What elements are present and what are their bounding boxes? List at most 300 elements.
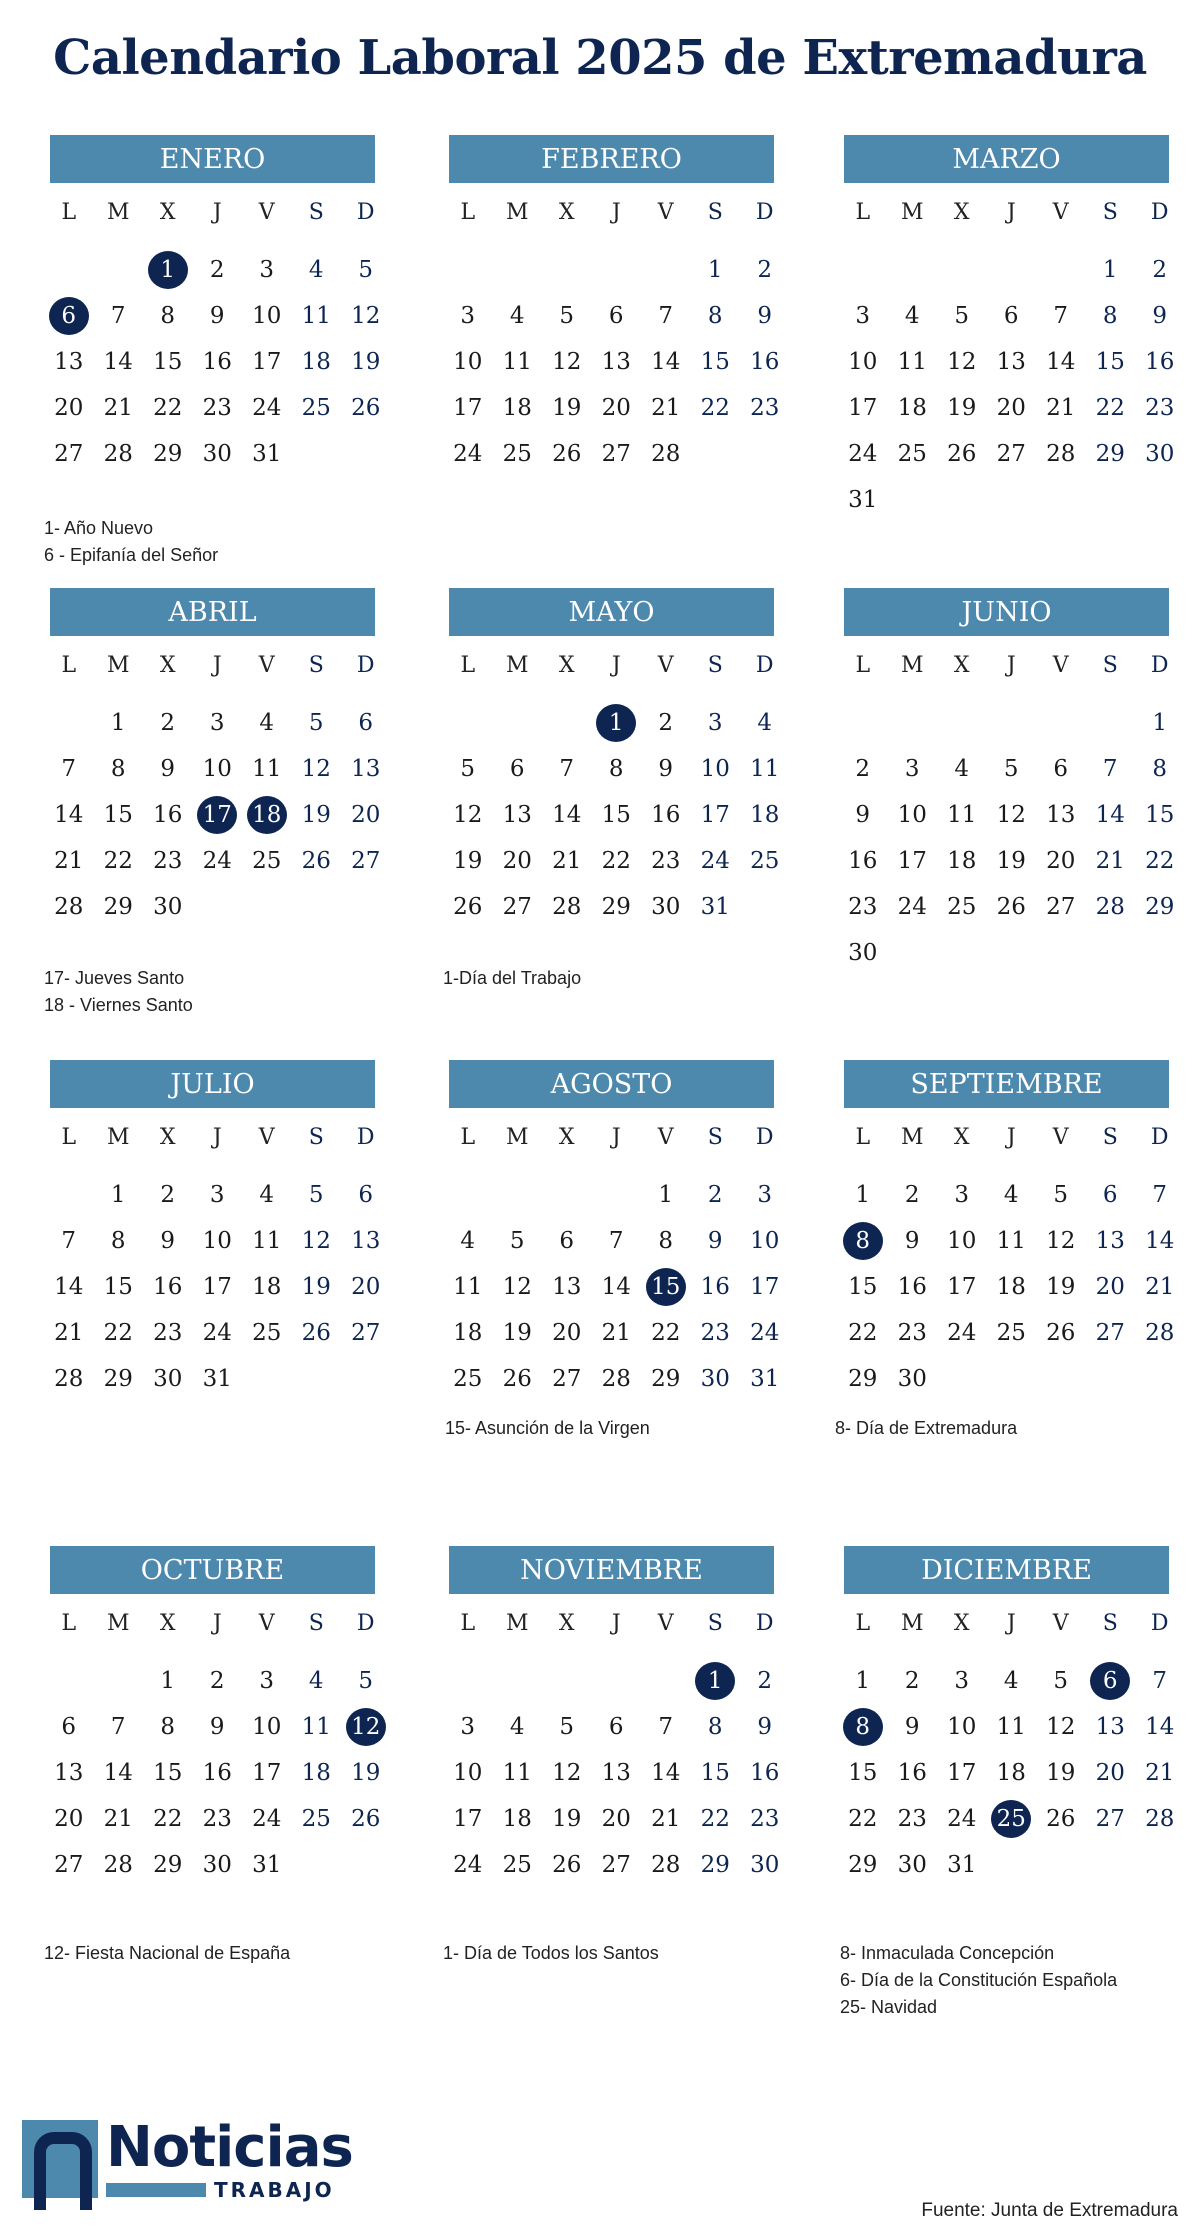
day-cell: 28 bbox=[54, 1366, 84, 1392]
day-cell: 27 bbox=[54, 1852, 84, 1878]
weekday-label: L bbox=[61, 1611, 77, 1636]
empty-cell bbox=[592, 1172, 642, 1218]
day-cell: 28 bbox=[1145, 1320, 1175, 1346]
day-cell: 3 bbox=[259, 257, 275, 283]
holiday-day: 1 bbox=[143, 247, 193, 293]
day-cell: 30 bbox=[202, 441, 232, 467]
day-cell: 30 bbox=[897, 1852, 927, 1878]
weekday-label: V bbox=[657, 200, 674, 225]
day-cell: 28 bbox=[1095, 894, 1125, 920]
day-cell: 11 bbox=[947, 802, 977, 828]
day-cell: 11 bbox=[301, 1714, 331, 1740]
weekday-label: X bbox=[953, 200, 970, 225]
day-cell: 21 bbox=[1145, 1760, 1175, 1786]
day-cell: 10 bbox=[252, 1714, 282, 1740]
day-cell: 14 bbox=[552, 802, 582, 828]
holiday-note: 8- Inmaculada Concepción bbox=[840, 1943, 1055, 1963]
day-cell: 26 bbox=[301, 1320, 331, 1346]
weekday-label: X bbox=[159, 653, 176, 678]
day-cell: 19 bbox=[947, 395, 977, 421]
month-header: DICIEMBRE bbox=[844, 1546, 1169, 1594]
day-cell: 10 bbox=[947, 1714, 977, 1740]
day-cell: 22 bbox=[700, 395, 730, 421]
day-cell: 31 bbox=[252, 441, 282, 467]
weekday-label: V bbox=[1052, 1611, 1069, 1636]
day-cell: 20 bbox=[351, 802, 381, 828]
holiday-note: 15- Asunción de la Virgen bbox=[445, 1418, 650, 1438]
day-cell: 2 bbox=[160, 1182, 176, 1208]
notes-septiembre bbox=[835, 1415, 1017, 1442]
day-cell: 31 bbox=[700, 894, 730, 920]
weekday-label: X bbox=[953, 1125, 970, 1150]
day-cell: 15 bbox=[700, 1760, 730, 1786]
holiday-day: 6 bbox=[44, 293, 94, 339]
day-cell: 13 bbox=[54, 349, 84, 375]
day-cell: 23 bbox=[750, 1806, 780, 1832]
month-marzo bbox=[838, 135, 1175, 523]
day-cell: 1 bbox=[110, 1182, 126, 1208]
day-cell: 30 bbox=[750, 1852, 780, 1878]
weekday-label: M bbox=[900, 653, 924, 678]
day-cell: 11 bbox=[301, 303, 331, 329]
day-cell: 10 bbox=[252, 303, 282, 329]
day-cell: 31 bbox=[202, 1366, 232, 1392]
day-cell: 25 bbox=[996, 1320, 1026, 1346]
day-cell: 4 bbox=[308, 1668, 324, 1694]
day-cell: 9 bbox=[658, 756, 674, 782]
day-cell: 23 bbox=[153, 848, 183, 874]
empty-cell bbox=[44, 1658, 94, 1704]
weekday-label: J bbox=[1006, 200, 1016, 225]
weekday-label: M bbox=[505, 653, 529, 678]
day-cell: 22 bbox=[153, 1806, 183, 1832]
day-cell: 23 bbox=[202, 395, 232, 421]
day-cell: 6 bbox=[559, 1228, 575, 1254]
day-cell: 3 bbox=[707, 710, 723, 736]
month-header: ENERO bbox=[50, 135, 375, 183]
day-cell: 30 bbox=[897, 1366, 927, 1392]
month-header: MAYO bbox=[449, 588, 774, 636]
day-cell: 23 bbox=[1145, 395, 1175, 421]
day-cell: 19 bbox=[351, 1760, 381, 1786]
day-cell: 3 bbox=[460, 303, 476, 329]
day-cell: 15 bbox=[848, 1760, 878, 1786]
day-cell: 22 bbox=[103, 1320, 133, 1346]
notes-agosto bbox=[445, 1415, 650, 1442]
day-cell: 10 bbox=[897, 802, 927, 828]
day-cell: 13 bbox=[1095, 1228, 1125, 1254]
weekday-label: M bbox=[505, 200, 529, 225]
holiday-day: 1 bbox=[691, 1658, 741, 1704]
day-cell: 6 bbox=[608, 303, 624, 329]
weekday-label: V bbox=[258, 653, 275, 678]
weekday-label: S bbox=[1102, 1611, 1118, 1636]
day-cell: 30 bbox=[1145, 441, 1175, 467]
day-cell: 22 bbox=[700, 1806, 730, 1832]
day-cell: 26 bbox=[552, 1852, 582, 1878]
weekday-label: D bbox=[1150, 200, 1169, 225]
day-cell: 1 bbox=[110, 710, 126, 736]
weekday-label: S bbox=[1102, 200, 1118, 225]
empty-cell bbox=[592, 247, 642, 293]
day-cell: 27 bbox=[601, 441, 631, 467]
day-cell: 21 bbox=[103, 395, 133, 421]
day-cell: 3 bbox=[460, 1714, 476, 1740]
logo-n-icon bbox=[22, 2120, 98, 2198]
day-cell: 8 bbox=[608, 756, 624, 782]
day-cell: 2 bbox=[757, 1668, 773, 1694]
weekday-label: M bbox=[900, 200, 924, 225]
day-cell: 5 bbox=[308, 710, 324, 736]
day-cell: 17 bbox=[848, 395, 878, 421]
day-cell: 8 bbox=[1152, 756, 1168, 782]
day-cell: 18 bbox=[750, 802, 780, 828]
day-cell: 4 bbox=[509, 1714, 525, 1740]
day-cell: 20 bbox=[601, 1806, 631, 1832]
day-cell: 18 bbox=[947, 848, 977, 874]
day-cell: 7 bbox=[559, 756, 575, 782]
notes-enero bbox=[44, 515, 218, 569]
month-header: SEPTIEMBRE bbox=[844, 1060, 1169, 1108]
day-cell: 12 bbox=[301, 756, 331, 782]
holiday-day: 6 bbox=[1086, 1658, 1136, 1704]
holiday-note: 12- Fiesta Nacional de España bbox=[44, 1943, 291, 1963]
day-cell: 25 bbox=[301, 395, 331, 421]
day-cell: 25 bbox=[252, 1320, 282, 1346]
day-cell: 2 bbox=[1152, 257, 1168, 283]
day-cell: 21 bbox=[54, 1320, 84, 1346]
day-cell: 29 bbox=[153, 1852, 183, 1878]
day-cell: 7 bbox=[110, 1714, 126, 1740]
day-cell: 13 bbox=[601, 349, 631, 375]
day-cell: 24 bbox=[453, 441, 483, 467]
holiday-day: 15 bbox=[641, 1264, 691, 1310]
day-cell: 21 bbox=[651, 1806, 681, 1832]
logo-subtitle: TRABAJO bbox=[214, 2178, 335, 2202]
empty-cell bbox=[493, 1172, 543, 1218]
weekday-label: D bbox=[755, 653, 774, 678]
weekday-label: J bbox=[611, 1611, 621, 1636]
empty-cell bbox=[1036, 700, 1086, 746]
day-cell: 3 bbox=[855, 303, 871, 329]
holiday-note: 6- Día de la Constitución Española bbox=[840, 1970, 1118, 1990]
day-cell: 1 bbox=[855, 1182, 871, 1208]
weekday-label: D bbox=[356, 653, 375, 678]
day-cell: 16 bbox=[897, 1760, 927, 1786]
day-cell: 27 bbox=[351, 1320, 381, 1346]
weekday-label: L bbox=[61, 200, 77, 225]
day-cell: 26 bbox=[996, 894, 1026, 920]
empty-cell bbox=[443, 1658, 493, 1704]
day-cell: 5 bbox=[1053, 1182, 1069, 1208]
empty-cell bbox=[443, 700, 493, 746]
day-cell: 20 bbox=[502, 848, 532, 874]
day-cell: 13 bbox=[996, 349, 1026, 375]
holiday-day: 8 bbox=[838, 1218, 888, 1264]
day-cell: 5 bbox=[509, 1228, 525, 1254]
month-mayo bbox=[443, 588, 780, 930]
day-cell: 5 bbox=[559, 1714, 575, 1740]
day-cell: 3 bbox=[209, 1182, 225, 1208]
day-cell: 23 bbox=[848, 894, 878, 920]
day-cell: 30 bbox=[700, 1366, 730, 1392]
day-cell: 14 bbox=[1145, 1714, 1175, 1740]
empty-cell bbox=[888, 700, 938, 746]
day-cell: 9 bbox=[209, 303, 225, 329]
notes-octubre bbox=[44, 1940, 290, 1967]
weekday-label: V bbox=[1052, 1125, 1069, 1150]
day-cell: 30 bbox=[153, 1366, 183, 1392]
day-cell: 22 bbox=[848, 1320, 878, 1346]
day-cell: 11 bbox=[996, 1228, 1026, 1254]
month-header: NOVIEMBRE bbox=[449, 1546, 774, 1594]
day-cell: 15 bbox=[1095, 349, 1125, 375]
day-cell: 28 bbox=[601, 1366, 631, 1392]
day-cell: 4 bbox=[1003, 1668, 1019, 1694]
day-cell: 28 bbox=[54, 894, 84, 920]
day-cell: 9 bbox=[904, 1228, 920, 1254]
day-cell: 21 bbox=[1095, 848, 1125, 874]
day-cell: 16 bbox=[1145, 349, 1175, 375]
day-cell: 17 bbox=[453, 395, 483, 421]
weekday-label: D bbox=[755, 1125, 774, 1150]
empty-cell bbox=[542, 1172, 592, 1218]
day-cell: 17 bbox=[252, 349, 282, 375]
weekday-label: X bbox=[558, 200, 575, 225]
day-cell: 7 bbox=[608, 1228, 624, 1254]
weekday-label: S bbox=[707, 200, 723, 225]
day-cell: 12 bbox=[502, 1274, 532, 1300]
day-cell: 18 bbox=[996, 1274, 1026, 1300]
day-cell: 19 bbox=[552, 1806, 582, 1832]
day-cell: 7 bbox=[61, 756, 77, 782]
day-cell: 14 bbox=[54, 802, 84, 828]
weekday-label: J bbox=[1006, 653, 1016, 678]
day-cell: 19 bbox=[552, 395, 582, 421]
empty-cell bbox=[987, 700, 1037, 746]
day-cell: 14 bbox=[103, 349, 133, 375]
day-cell: 6 bbox=[358, 710, 374, 736]
day-cell: 31 bbox=[750, 1366, 780, 1392]
day-cell: 6 bbox=[1053, 756, 1069, 782]
day-cell: 17 bbox=[453, 1806, 483, 1832]
weekday-label: D bbox=[1150, 1125, 1169, 1150]
notes-noviembre bbox=[443, 1940, 659, 1967]
month-header: OCTUBRE bbox=[50, 1546, 375, 1594]
weekday-label: D bbox=[356, 200, 375, 225]
day-cell: 5 bbox=[954, 303, 970, 329]
day-cell: 29 bbox=[651, 1366, 681, 1392]
day-cell: 30 bbox=[651, 894, 681, 920]
day-cell: 15 bbox=[601, 802, 631, 828]
month-agosto bbox=[443, 1060, 780, 1402]
day-cell: 19 bbox=[1046, 1760, 1076, 1786]
day-cell: 27 bbox=[552, 1366, 582, 1392]
day-cell: 12 bbox=[301, 1228, 331, 1254]
weekday-label: S bbox=[1102, 653, 1118, 678]
day-cell: 26 bbox=[351, 1806, 381, 1832]
day-cell: 22 bbox=[153, 395, 183, 421]
day-cell: 28 bbox=[103, 441, 133, 467]
day-cell: 14 bbox=[1046, 349, 1076, 375]
weekday-label: L bbox=[460, 1611, 476, 1636]
day-cell: 4 bbox=[509, 303, 525, 329]
day-cell: 8 bbox=[658, 1228, 674, 1254]
empty-cell bbox=[493, 247, 543, 293]
weekday-label: X bbox=[558, 653, 575, 678]
day-cell: 19 bbox=[351, 349, 381, 375]
notes-diciembre bbox=[840, 1940, 1117, 2021]
day-cell: 25 bbox=[453, 1366, 483, 1392]
day-cell: 12 bbox=[453, 802, 483, 828]
month-header: FEBRERO bbox=[449, 135, 774, 183]
day-cell: 18 bbox=[453, 1320, 483, 1346]
weekday-label: J bbox=[611, 1125, 621, 1150]
day-cell: 2 bbox=[209, 257, 225, 283]
weekday-label: S bbox=[1102, 1125, 1118, 1150]
day-cell: 5 bbox=[308, 1182, 324, 1208]
weekday-label: L bbox=[460, 200, 476, 225]
empty-cell bbox=[1086, 700, 1136, 746]
day-cell: 9 bbox=[160, 1228, 176, 1254]
day-cell: 5 bbox=[1053, 1668, 1069, 1694]
day-cell: 15 bbox=[153, 349, 183, 375]
empty-cell bbox=[443, 1172, 493, 1218]
day-cell: 28 bbox=[103, 1852, 133, 1878]
day-cell: 4 bbox=[259, 710, 275, 736]
day-cell: 27 bbox=[601, 1852, 631, 1878]
day-cell: 10 bbox=[700, 756, 730, 782]
day-cell: 17 bbox=[202, 1274, 232, 1300]
weekday-label: V bbox=[258, 200, 275, 225]
weekday-label: X bbox=[953, 1611, 970, 1636]
day-cell: 29 bbox=[848, 1366, 878, 1392]
holiday-day: 18 bbox=[242, 792, 292, 838]
day-cell: 31 bbox=[252, 1852, 282, 1878]
day-cell: 11 bbox=[996, 1714, 1026, 1740]
empty-cell bbox=[1036, 247, 1086, 293]
notes-abril bbox=[44, 965, 193, 1019]
day-cell: 18 bbox=[301, 1760, 331, 1786]
day-cell: 6 bbox=[608, 1714, 624, 1740]
weekday-label: V bbox=[657, 1611, 674, 1636]
day-cell: 2 bbox=[855, 756, 871, 782]
weekday-label: D bbox=[755, 1611, 774, 1636]
day-cell: 13 bbox=[1046, 802, 1076, 828]
weekday-label: V bbox=[258, 1125, 275, 1150]
month-julio bbox=[44, 1060, 381, 1402]
day-cell: 23 bbox=[897, 1806, 927, 1832]
weekday-label: M bbox=[505, 1125, 529, 1150]
day-cell: 24 bbox=[202, 1320, 232, 1346]
empty-cell bbox=[542, 247, 592, 293]
day-cell: 6 bbox=[509, 756, 525, 782]
day-cell: 22 bbox=[601, 848, 631, 874]
weekday-label: X bbox=[558, 1611, 575, 1636]
weekday-label: X bbox=[159, 1611, 176, 1636]
day-cell: 15 bbox=[103, 1274, 133, 1300]
day-cell: 8 bbox=[110, 1228, 126, 1254]
day-cell: 24 bbox=[202, 848, 232, 874]
day-cell: 21 bbox=[103, 1806, 133, 1832]
weekday-label: D bbox=[356, 1611, 375, 1636]
day-cell: 23 bbox=[202, 1806, 232, 1832]
weekday-label: V bbox=[1052, 653, 1069, 678]
day-cell: 20 bbox=[552, 1320, 582, 1346]
month-diciembre bbox=[838, 1546, 1175, 1888]
weekday-label: J bbox=[611, 653, 621, 678]
day-cell: 14 bbox=[1145, 1228, 1175, 1254]
day-cell: 13 bbox=[1095, 1714, 1125, 1740]
empty-cell bbox=[937, 700, 987, 746]
day-cell: 6 bbox=[1102, 1182, 1118, 1208]
day-cell: 1 bbox=[855, 1668, 871, 1694]
day-cell: 21 bbox=[1145, 1274, 1175, 1300]
empty-cell bbox=[493, 1658, 543, 1704]
day-cell: 5 bbox=[460, 756, 476, 782]
day-cell: 28 bbox=[1046, 441, 1076, 467]
weekday-label: L bbox=[61, 653, 77, 678]
day-cell: 23 bbox=[897, 1320, 927, 1346]
day-cell: 25 bbox=[502, 441, 532, 467]
day-cell: 24 bbox=[252, 1806, 282, 1832]
day-cell: 21 bbox=[552, 848, 582, 874]
holiday-note: 6 - Epifanía del Señor bbox=[44, 545, 219, 565]
day-cell: 3 bbox=[259, 1668, 275, 1694]
day-cell: 27 bbox=[996, 441, 1026, 467]
empty-cell bbox=[44, 1172, 94, 1218]
day-cell: 21 bbox=[1046, 395, 1076, 421]
day-cell: 2 bbox=[209, 1668, 225, 1694]
holiday-note: 17- Jueves Santo bbox=[44, 968, 185, 988]
day-cell: 16 bbox=[651, 802, 681, 828]
day-cell: 26 bbox=[502, 1366, 532, 1392]
day-cell: 24 bbox=[848, 441, 878, 467]
weekday-label: S bbox=[707, 1125, 723, 1150]
day-cell: 24 bbox=[700, 848, 730, 874]
day-cell: 24 bbox=[947, 1806, 977, 1832]
day-cell: 13 bbox=[552, 1274, 582, 1300]
weekday-label: L bbox=[855, 1125, 871, 1150]
day-cell: 2 bbox=[757, 257, 773, 283]
month-abril bbox=[44, 588, 381, 930]
day-cell: 14 bbox=[1095, 802, 1125, 828]
day-cell: 22 bbox=[1095, 395, 1125, 421]
day-cell: 23 bbox=[700, 1320, 730, 1346]
day-cell: 24 bbox=[750, 1320, 780, 1346]
empty-cell bbox=[641, 1658, 691, 1704]
day-cell: 12 bbox=[996, 802, 1026, 828]
day-cell: 19 bbox=[453, 848, 483, 874]
holiday-day: 8 bbox=[838, 1704, 888, 1750]
weekday-label: V bbox=[657, 1125, 674, 1150]
empty-cell bbox=[592, 1658, 642, 1704]
day-cell: 14 bbox=[651, 349, 681, 375]
day-cell: 15 bbox=[103, 802, 133, 828]
day-cell: 24 bbox=[252, 395, 282, 421]
day-cell: 27 bbox=[351, 848, 381, 874]
day-cell: 19 bbox=[996, 848, 1026, 874]
weekday-label: M bbox=[505, 1611, 529, 1636]
day-cell: 11 bbox=[750, 756, 780, 782]
empty-cell bbox=[493, 700, 543, 746]
day-cell: 22 bbox=[103, 848, 133, 874]
day-cell: 13 bbox=[351, 756, 381, 782]
day-cell: 3 bbox=[209, 710, 225, 736]
weekday-label: X bbox=[953, 653, 970, 678]
day-cell: 8 bbox=[1102, 303, 1118, 329]
weekday-label: V bbox=[1052, 200, 1069, 225]
